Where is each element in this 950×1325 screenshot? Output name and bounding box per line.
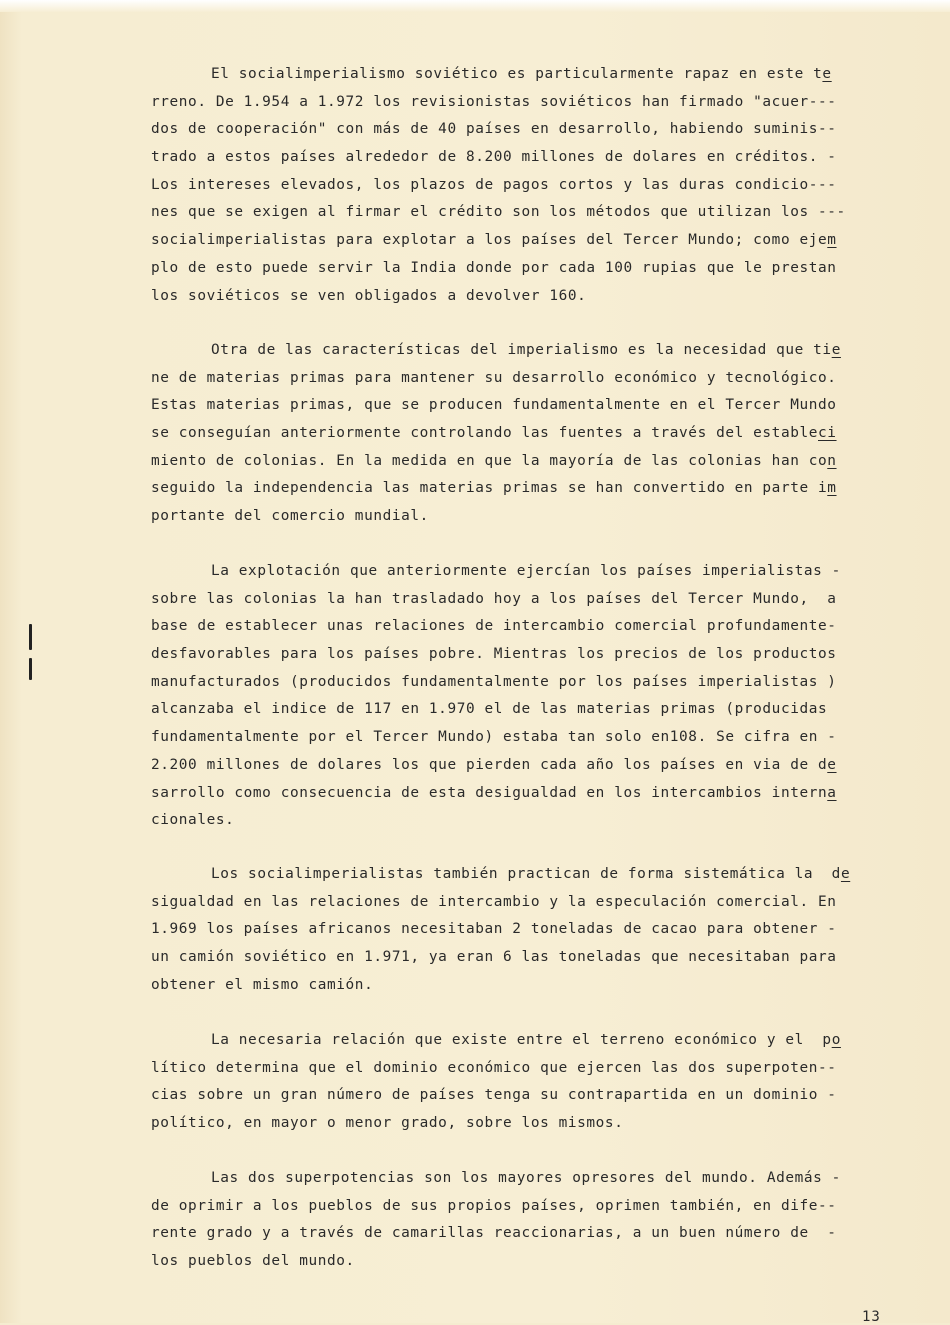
line-text: ne de materias primas para mantener su desarrollo económico y tecnológico. <box>151 369 837 386</box>
line-text: rente grado y a través de camarillas reaccionarias, a un buen número de - <box>151 1225 837 1242</box>
line-text: Los socialimperialistas también practican de forma sistemática la d <box>211 866 841 882</box>
line-text: los soviéticos se ven obligados a devolver 160. <box>151 287 587 304</box>
binder-mark-upper <box>29 624 32 650</box>
line-text: político, en mayor o menor grado, sobre los mismos. <box>151 1115 624 1132</box>
line-text: desfavorables para los países pobre. Mientras los precios de los productos <box>151 646 837 663</box>
text-line <box>151 475 881 503</box>
line-text: rreno. De 1.954 a 1.972 los revisionistas soviéticos han firmado "acuer--- <box>151 93 837 110</box>
line-text: sarrollo como consecuencia de esta desigualdad en los intercambios intern <box>151 784 828 801</box>
paragraph-5 <box>151 1027 881 1138</box>
text-line <box>151 1193 881 1221</box>
text-line <box>151 1055 881 1083</box>
text-line <box>151 889 881 917</box>
text-line <box>151 861 881 889</box>
underlined-hyphenation: a <box>827 784 837 801</box>
text-line <box>151 1082 881 1110</box>
underlined-hyphenation: e <box>822 66 832 82</box>
text-line <box>151 89 881 117</box>
paragraph-1 <box>151 61 881 310</box>
text-line <box>151 503 881 531</box>
line-text: lítico determina que el dominio económico que ejercen las dos superpoten-- <box>151 1059 837 1076</box>
text-line <box>151 1110 881 1138</box>
line-text: La necesaria relación que existe entre el terreno económico y el p <box>211 1032 832 1048</box>
line-text: cionales. <box>151 812 235 829</box>
line-text: Los intereses elevados, los plazos de pagos cortos y las duras condicio--- <box>151 176 837 193</box>
line-text: 2.200 millones de dolares los que pierden cada año los países en via de d <box>151 756 828 773</box>
line-text: los pueblos del mundo. <box>151 1253 355 1270</box>
text-line <box>151 558 881 586</box>
text-line <box>151 227 881 255</box>
text-line <box>151 669 881 697</box>
text-line <box>151 255 881 283</box>
text-line <box>151 586 881 614</box>
underlined-hyphenation: e <box>840 866 851 882</box>
line-text: un camión soviético en 1.971, ya eran 6 las toneladas que necesitaban para <box>151 949 837 966</box>
underlined-hyphenation: e <box>827 756 837 773</box>
line-text: dos de cooperación" con más de 40 países en desarrollo, habiendo suminis-- <box>151 121 837 138</box>
underlined-hyphenation: o <box>831 1032 841 1048</box>
line-text: Estas materias primas, que se producen fundamentalmente en el Tercer Mundo <box>151 397 837 414</box>
text-line <box>151 1165 881 1193</box>
text-line <box>151 752 881 780</box>
text-line <box>151 448 881 476</box>
text-line <box>151 144 881 172</box>
paragraph-3 <box>151 558 881 835</box>
binder-mark-lower <box>29 658 32 680</box>
text-line <box>151 696 881 724</box>
line-text: cias sobre un gran número de países tenga su contrapartida en un dominio - <box>151 1087 837 1104</box>
underlined-hyphenation: m <box>827 480 837 497</box>
page-number: 13 <box>862 1309 881 1325</box>
line-text: manufacturados (producidos fundamentalmente por los países imperialistas ) <box>151 673 837 690</box>
line-text: 1.969 los países africanos necesitaban 2 toneladas de cacao para obtener - <box>151 921 837 938</box>
line-text: sobre las colonias la han trasladado hoy a los países del Tercer Mundo, a <box>151 590 837 607</box>
text-line <box>151 916 881 944</box>
line-text: fundamentalmente por el Tercer Mundo) estaba tan solo en108. Se cifra en - <box>151 729 837 746</box>
underlined-hyphenation: e <box>831 342 841 358</box>
line-text: portante del comercio mundial. <box>151 508 429 525</box>
line-text: La explotación que anteriormente ejercían los países imperialistas - <box>211 563 841 579</box>
text-line <box>151 365 881 393</box>
line-text: sigualdad en las relaciones de intercambio y la especulación comercial. En <box>151 893 837 910</box>
text-line <box>151 807 881 835</box>
text-line <box>151 116 881 144</box>
text-line <box>151 780 881 808</box>
text-line <box>151 420 881 448</box>
text-line <box>151 172 881 200</box>
line-text: El socialimperialismo soviético es particularmente rapaz en este t <box>211 66 823 82</box>
line-text: obtener el mismo camión. <box>151 976 374 993</box>
line-text: socialimperialistas para explotar a los países del Tercer Mundo; como eje <box>151 232 828 249</box>
text-line <box>151 61 881 89</box>
underlined-hyphenation: ci <box>818 425 837 442</box>
line-text: base de establecer unas relaciones de intercambio comercial profundamente- <box>151 618 837 635</box>
text-line <box>151 1220 881 1248</box>
text-line <box>151 1248 881 1276</box>
line-text: plo de esto puede servir la India donde por cada 100 rupias que le prestan <box>151 259 837 276</box>
line-text: Las dos superpotencias son los mayores opresores del mundo. Además - <box>211 1170 841 1186</box>
line-text: alcanzaba el indice de 117 en 1.970 el de las materias primas (producidas <box>151 701 828 718</box>
text-line <box>151 613 881 641</box>
paragraph-4 <box>151 861 881 999</box>
underlined-hyphenation: n <box>827 452 837 469</box>
text-line <box>151 199 881 227</box>
line-text: nes que se exigen al firmar el crédito son los métodos que utilizan los --- <box>151 204 846 221</box>
text-line <box>151 337 881 365</box>
text-line <box>151 392 881 420</box>
text-line <box>151 641 881 669</box>
text-line <box>151 1027 881 1055</box>
text-line <box>151 724 881 752</box>
line-text: Otra de las características del imperialismo es la necesidad que ti <box>211 342 832 358</box>
line-text: miento de colonias. En la medida en que la mayoría de las colonias han co <box>151 452 828 469</box>
line-text: trado a estos países alrededor de 8.200 millones de dolares en créditos. - <box>151 149 837 166</box>
line-text: seguido la independencia las materias primas se han convertido en parte i <box>151 480 828 497</box>
paragraph-6 <box>151 1165 881 1276</box>
paragraph-2 <box>151 337 881 531</box>
text-line <box>151 944 881 972</box>
line-text: de oprimir a los pueblos de sus propios países, oprimen también, en dife-- <box>151 1197 837 1214</box>
text-line <box>151 972 881 1000</box>
underlined-hyphenation: m <box>827 232 837 249</box>
text-line <box>151 283 881 311</box>
line-text: se conseguían anteriormente controlando las fuentes a través del estable <box>151 425 818 442</box>
